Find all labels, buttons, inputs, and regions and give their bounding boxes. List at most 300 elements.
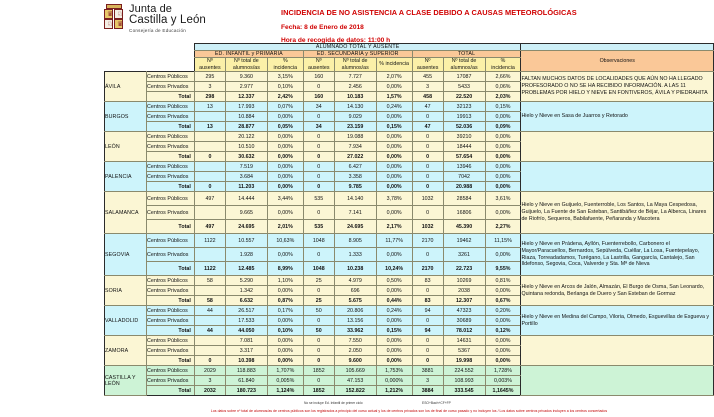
cell-secundaria-incidencia: 0,00% <box>376 346 412 356</box>
cell-secundaria-total: 23.159 <box>334 122 376 132</box>
cell-secundaria-incidencia: 2,17% <box>376 220 412 234</box>
cell-infantil-ausentes: 1122 <box>194 262 225 276</box>
cell-secundaria-incidencia: 0,24% <box>376 102 412 112</box>
cell-infantil-ausentes <box>194 132 225 142</box>
cell-infantil-total: 7.519 <box>225 162 267 172</box>
row-label-center-type: Centros Públicos <box>146 132 194 142</box>
observations-cell: Hielo y Nieve en Prádena, Ayllón, Fuenterrebollo, Carbonero el Mayor/Paracuellos, Bernardos, Sepúlveda, Cuéllar, La Losa, Fuentepelayo, Riaza, Torreadadamos, Turégano, La Lastrilla, Gangarcía, Cantalejo, San Ildefonso, Segovia, Coca, Valverde y Sta. Mª de Nieva <box>521 234 714 276</box>
observations-cell <box>521 162 714 192</box>
document-header <box>0 0 714 44</box>
cell-secundaria-total: 4.979 <box>334 276 376 286</box>
cell-infantil-incidencia: 8,99% <box>267 262 303 276</box>
cell-infantil-total: 28.877 <box>225 122 267 132</box>
cell-infantil-total: 180.723 <box>225 386 267 396</box>
cell-total-ausentes: 2170 <box>412 234 443 248</box>
coat-of-arms-shield-icon: ♛ ♘ ♘ ♛ <box>103 4 125 30</box>
cell-secundaria-incidencia: 11,77% <box>376 234 412 248</box>
cell-total-incidencia: 0,00% <box>485 132 521 142</box>
cell-total-incidencia: 0,003% <box>485 376 521 386</box>
cell-infantil-total: 61.840 <box>225 376 267 386</box>
cell-infantil-incidencia: 0,00% <box>267 248 303 262</box>
cell-secundaria-incidencia: 0,15% <box>376 326 412 336</box>
cell-secundaria-ausentes: 1852 <box>303 366 334 376</box>
row-label-total: Total <box>146 296 194 306</box>
cell-secundaria-ausentes: 0 <box>303 346 334 356</box>
cell-secundaria-incidencia: 0,24% <box>376 306 412 316</box>
cell-infantil-incidencia: 1,10% <box>267 276 303 286</box>
cell-total-ausentes: 0 <box>412 172 443 182</box>
table-row <box>105 132 714 142</box>
col-tot-total: Nº total de alumnos/as <box>443 58 485 72</box>
cell-total-ausentes: 83 <box>412 296 443 306</box>
cell-infantil-ausentes <box>194 172 225 182</box>
table-row <box>105 72 714 82</box>
cell-infantil-incidencia: 0,10% <box>267 326 303 336</box>
cell-total-incidencia: 2,03% <box>485 92 521 102</box>
cell-total-incidencia: 0,00% <box>485 112 521 122</box>
cell-infantil-total: 44.050 <box>225 326 267 336</box>
row-label-total: Total <box>146 220 194 234</box>
cell-infantil-incidencia: 2,42% <box>267 92 303 102</box>
row-label-total: Total <box>146 122 194 132</box>
cell-secundaria-total: 696 <box>334 286 376 296</box>
cell-infantil-incidencia: 0,00% <box>267 152 303 162</box>
cell-total-incidencia: 0,12% <box>485 326 521 336</box>
cell-total-incidencia: 0,00% <box>485 172 521 182</box>
cell-secundaria-total: 5.675 <box>334 296 376 306</box>
cell-infantil-total: 11.203 <box>225 182 267 192</box>
cell-secundaria-total: 33.962 <box>334 326 376 336</box>
cell-total-total: 5433 <box>443 82 485 92</box>
cell-infantil-ausentes: 1122 <box>194 234 225 248</box>
cell-infantil-total: 9.360 <box>225 72 267 82</box>
cell-total-incidencia: 11,15% <box>485 234 521 248</box>
cell-secundaria-ausentes: 0 <box>303 206 334 220</box>
cell-total-ausentes: 0 <box>412 336 443 346</box>
observations-cell: FALTAN MUCHOS DATOS DE LOCALIDADES QUE AÚN NO HA LLEGADO PROFESORADO O NO SE HA RECIBIDO INFORMACIÓN. A LAS 11 PROBLEMAS POR HIELO Y NIEVE EN FONTIVEROS, ÁVILA Y PIEDRAHITA <box>521 72 714 102</box>
cell-infantil-total: 26.517 <box>225 306 267 316</box>
band-spacer <box>521 44 714 51</box>
cell-secundaria-incidencia: 0,00% <box>376 142 412 152</box>
observations-cell: Hielo y Nieve en Medina del Campo, Viloria, Olmedo, Esguevillas de Esgueva y Portillo <box>521 306 714 336</box>
cell-infantil-ausentes: 2029 <box>194 366 225 376</box>
cell-infantil-total: 6.632 <box>225 296 267 306</box>
incidence-table <box>104 43 714 396</box>
cell-secundaria-ausentes: 0 <box>303 162 334 172</box>
cell-infantil-ausentes: 497 <box>194 220 225 234</box>
row-label-center-type: Centros Públicos <box>146 72 194 82</box>
cell-infantil-total: 2.977 <box>225 82 267 92</box>
cell-secundaria-ausentes: 50 <box>303 306 334 316</box>
row-label-center-type: Centros Privados <box>146 172 194 182</box>
cell-total-total: 52.036 <box>443 122 485 132</box>
cell-secundaria-ausentes: 25 <box>303 276 334 286</box>
group-secundaria: ED. SECUNDARIA y SUPERIOR <box>303 51 412 58</box>
cell-secundaria-ausentes: 0 <box>303 152 334 162</box>
cell-infantil-incidencia: 0,05% <box>267 122 303 132</box>
logo-line-2: Castilla y León <box>129 14 206 27</box>
cell-secundaria-incidencia: 0,00% <box>376 286 412 296</box>
cell-total-total: 22.520 <box>443 92 485 102</box>
row-label-center-type: Centros Privados <box>146 82 194 92</box>
cell-secundaria-total: 14.130 <box>334 102 376 112</box>
cell-infantil-incidencia: 0,00% <box>267 206 303 220</box>
cell-infantil-ausentes <box>194 112 225 122</box>
cell-secundaria-total: 2.050 <box>334 346 376 356</box>
cell-infantil-incidencia: 0,07% <box>267 102 303 112</box>
cell-infantil-total: 12.337 <box>225 92 267 102</box>
cell-total-incidencia: 0,00% <box>485 142 521 152</box>
cell-secundaria-incidencia: 0,15% <box>376 122 412 132</box>
cell-total-incidencia: 0,00% <box>485 152 521 162</box>
cell-infantil-total: 10.884 <box>225 112 267 122</box>
table-row <box>105 234 714 248</box>
cell-secundaria-ausentes: 0 <box>303 82 334 92</box>
cell-infantil-incidencia: 0,00% <box>267 356 303 366</box>
row-label-center-type: Centros Privados <box>146 286 194 296</box>
cell-total-incidencia: 0,81% <box>485 276 521 286</box>
group-infantil: ED. INFANTIL y PRIMARIA <box>194 51 303 58</box>
cell-secundaria-ausentes: 0 <box>303 172 334 182</box>
cell-total-total: 78.012 <box>443 326 485 336</box>
observations-cell: Hielo y Nieve en Arcos de Jalón, Almazán, El Burgo de Osma, San Leonardo, Quintana redonda, Berlanga de Duero y San Esteban de Gormaz <box>521 276 714 306</box>
cell-infantil-ausentes: 2032 <box>194 386 225 396</box>
cell-secundaria-ausentes: 535 <box>303 220 334 234</box>
cell-secundaria-ausentes: 0 <box>303 132 334 142</box>
cell-secundaria-incidencia: 1,753% <box>376 366 412 376</box>
cell-infantil-ausentes: 298 <box>194 92 225 102</box>
cell-infantil-incidencia: 0,10% <box>267 82 303 92</box>
col-inf-incidencia: % incidencia <box>267 58 303 72</box>
row-label-center-type: Centros Públicos <box>146 306 194 316</box>
cell-total-ausentes: 47 <box>412 102 443 112</box>
cell-total-incidencia: 0,67% <box>485 296 521 306</box>
table-row <box>105 102 714 112</box>
cell-total-total: 32123 <box>443 102 485 112</box>
row-label-total: Total <box>146 262 194 276</box>
col-sec-ausentes: Nº ausentes <box>303 58 334 72</box>
cell-secundaria-incidencia: 0,00% <box>376 206 412 220</box>
cell-infantil-incidencia: 0,00% <box>267 142 303 152</box>
cell-total-total: 47323 <box>443 306 485 316</box>
cell-secundaria-ausentes: 0 <box>303 356 334 366</box>
cell-total-ausentes: 83 <box>412 276 443 286</box>
logo-line-3: Consejería de Educación <box>129 27 187 33</box>
cell-secundaria-ausentes: 1048 <box>303 262 334 276</box>
table-row <box>105 306 714 316</box>
cell-infantil-ausentes <box>194 346 225 356</box>
cell-infantil-ausentes: 295 <box>194 72 225 82</box>
footer-note: Los datos sobre nº total de alumnos/as de centros públicos son los registrados a principio del curso actual y los de centros privados son los de final de curso pasado y no incluyen los / Los datos sobre centros privados incluyen a los centros concertados <box>210 409 608 413</box>
cell-secundaria-ausentes: 160 <box>303 92 334 102</box>
band-row <box>105 44 714 51</box>
cell-total-total: 19462 <box>443 234 485 248</box>
cell-secundaria-ausentes: 0 <box>303 248 334 262</box>
province-name: PALENCIA <box>105 162 147 192</box>
table-row <box>105 192 714 206</box>
cell-infantil-ausentes <box>194 316 225 326</box>
row-label-center-type: Centros Privados <box>146 142 194 152</box>
cell-total-incidencia: 0,06% <box>485 82 521 92</box>
cell-infantil-total: 1.342 <box>225 286 267 296</box>
cell-infantil-ausentes: 13 <box>194 122 225 132</box>
cell-total-ausentes: 94 <box>412 306 443 316</box>
cell-secundaria-total: 13.156 <box>334 316 376 326</box>
cell-infantil-ausentes: 0 <box>194 182 225 192</box>
cell-total-ausentes: 3 <box>412 376 443 386</box>
cell-total-incidencia: 1,1645% <box>485 386 521 396</box>
cell-total-incidencia: 0,00% <box>485 206 521 220</box>
cell-secundaria-total: 19.088 <box>334 132 376 142</box>
table-row <box>105 276 714 286</box>
cell-secundaria-total: 6.427 <box>334 162 376 172</box>
cell-secundaria-total: 20.806 <box>334 306 376 316</box>
province-name: SALAMANCA <box>105 192 147 234</box>
cell-secundaria-incidencia: 0,00% <box>376 336 412 346</box>
row-label-center-type: Centros Privados <box>146 376 194 386</box>
cell-secundaria-total: 7.141 <box>334 206 376 220</box>
cell-secundaria-incidencia: 3,78% <box>376 192 412 206</box>
cell-infantil-total: 10.398 <box>225 356 267 366</box>
group-header-row <box>105 51 714 58</box>
cell-secundaria-total: 24.695 <box>334 220 376 234</box>
cell-total-incidencia: 3,61% <box>485 192 521 206</box>
cell-total-total: 19.998 <box>443 356 485 366</box>
cell-infantil-total: 1.928 <box>225 248 267 262</box>
row-label-total: Total <box>146 152 194 162</box>
cell-secundaria-incidencia: 0,00% <box>376 172 412 182</box>
cell-secundaria-total: 152.822 <box>334 386 376 396</box>
cell-total-ausentes: 0 <box>412 206 443 220</box>
cell-total-total: 17087 <box>443 72 485 82</box>
cell-infantil-total: 20.122 <box>225 132 267 142</box>
collection-time: Hora de recogida de datos: 11:00 h <box>281 37 391 44</box>
cell-secundaria-total: 10.183 <box>334 92 376 102</box>
cell-infantil-total: 7.081 <box>225 336 267 346</box>
cell-total-ausentes: 0 <box>412 112 443 122</box>
cell-infantil-ausentes <box>194 142 225 152</box>
province-name: VALLADOLID <box>105 306 147 336</box>
cell-secundaria-total: 7.727 <box>334 72 376 82</box>
cell-secundaria-incidencia: 1,57% <box>376 92 412 102</box>
cell-infantil-total: 10.510 <box>225 142 267 152</box>
cell-infantil-total: 30.632 <box>225 152 267 162</box>
cell-secundaria-incidencia: 0,00% <box>376 132 412 142</box>
group-total: TOTAL <box>412 51 521 58</box>
report-date: Fecha: 8 de Enero de 2018 <box>281 23 364 31</box>
cell-total-incidencia: 0,00% <box>485 356 521 366</box>
cell-secundaria-incidencia: 0,00% <box>376 316 412 326</box>
cell-total-total: 20.988 <box>443 182 485 192</box>
cell-infantil-ausentes: 0 <box>194 152 225 162</box>
cell-total-total: 2038 <box>443 286 485 296</box>
cell-infantil-incidencia: 0,00% <box>267 182 303 192</box>
cell-total-incidencia: 9,55% <box>485 262 521 276</box>
cell-total-incidencia: 0,00% <box>485 182 521 192</box>
cell-total-total: 14631 <box>443 336 485 346</box>
cell-total-total: 13946 <box>443 162 485 172</box>
cell-secundaria-incidencia: 10,24% <box>376 262 412 276</box>
cell-total-ausentes: 2170 <box>412 262 443 276</box>
row-label-center-type: Centros Privados <box>146 112 194 122</box>
cell-infantil-incidencia: 0,00% <box>267 346 303 356</box>
cell-infantil-total: 3.684 <box>225 172 267 182</box>
note-eso: ESO+Bach+CF+FP <box>422 401 451 405</box>
row-label-center-type: Centros Públicos <box>146 276 194 286</box>
cell-total-total: 333.545 <box>443 386 485 396</box>
observations-header: Observaciones <box>521 51 714 72</box>
row-label-center-type: Centros Públicos <box>146 102 194 112</box>
cell-infantil-total: 5.290 <box>225 276 267 286</box>
row-label-center-type: Centros Privados <box>146 206 194 220</box>
row-label-center-type: Centros Públicos <box>146 192 194 206</box>
cell-total-incidencia: 0,00% <box>485 286 521 296</box>
cell-secundaria-incidencia: 0,00% <box>376 162 412 172</box>
cell-infantil-total: 12.485 <box>225 262 267 276</box>
province-name: LEÓN <box>105 132 147 162</box>
row-label-total: Total <box>146 326 194 336</box>
cell-total-ausentes: 455 <box>412 72 443 82</box>
cell-infantil-ausentes <box>194 336 225 346</box>
cell-total-ausentes: 3 <box>412 82 443 92</box>
cell-infantil-incidencia: 10,63% <box>267 234 303 248</box>
junta-logo <box>103 4 206 34</box>
cell-secundaria-ausentes: 50 <box>303 326 334 336</box>
cell-total-ausentes: 3881 <box>412 366 443 376</box>
province-name: SEGOVIA <box>105 234 147 276</box>
table-row <box>105 366 714 376</box>
cell-secundaria-incidencia: 0,00% <box>376 112 412 122</box>
col-tot-incidencia: % incidencia <box>485 58 521 72</box>
cell-infantil-incidencia: 0,00% <box>267 286 303 296</box>
row-label-center-type: Centros Privados <box>146 248 194 262</box>
cell-infantil-ausentes: 3 <box>194 376 225 386</box>
cell-total-total: 224.552 <box>443 366 485 376</box>
cell-total-total: 18444 <box>443 142 485 152</box>
cell-secundaria-ausentes: 25 <box>303 296 334 306</box>
cell-total-incidencia: 0,09% <box>485 122 521 132</box>
cell-total-total: 12.307 <box>443 296 485 306</box>
cell-infantil-total: 24.695 <box>225 220 267 234</box>
note-infantil: No se incluye Ed. Infantil de primer ciclo <box>304 401 363 405</box>
cell-infantil-incidencia: 0,00% <box>267 112 303 122</box>
cell-total-incidencia: 2,27% <box>485 220 521 234</box>
cell-total-total: 108.993 <box>443 376 485 386</box>
col-inf-total: Nº total de alumnos/as <box>225 58 267 72</box>
row-label-total: Total <box>146 386 194 396</box>
band-title: ALUMNADO TOTAL Y AUSENTE <box>194 44 521 51</box>
cell-total-total: 39210 <box>443 132 485 142</box>
cell-secundaria-ausentes: 0 <box>303 336 334 346</box>
cell-secundaria-incidencia: 2,07% <box>376 72 412 82</box>
province-name: ÁVILA <box>105 72 147 102</box>
cell-secundaria-total: 8.905 <box>334 234 376 248</box>
row-label-center-type: Centros Públicos <box>146 234 194 248</box>
cell-infantil-ausentes <box>194 162 225 172</box>
cell-secundaria-incidencia: 0,00% <box>376 182 412 192</box>
cell-secundaria-incidencia: 0,50% <box>376 276 412 286</box>
cell-infantil-incidencia: 0,17% <box>267 306 303 316</box>
cell-secundaria-incidencia: 0,00% <box>376 82 412 92</box>
cell-infantil-incidencia: 1,124% <box>267 386 303 396</box>
cell-total-total: 57.654 <box>443 152 485 162</box>
cell-total-incidencia: 0,00% <box>485 248 521 262</box>
cell-total-incidencia: 0,00% <box>485 346 521 356</box>
cell-infantil-incidencia: 0,00% <box>267 162 303 172</box>
cell-infantil-incidencia: 0,00% <box>267 132 303 142</box>
cell-total-incidencia: 0,15% <box>485 102 521 112</box>
cell-total-ausentes: 94 <box>412 326 443 336</box>
cell-secundaria-incidencia: 0,44% <box>376 296 412 306</box>
cell-total-ausentes: 47 <box>412 122 443 132</box>
row-label-total: Total <box>146 182 194 192</box>
cell-secundaria-total: 3.358 <box>334 172 376 182</box>
cell-secundaria-total: 14.140 <box>334 192 376 206</box>
cell-infantil-total: 3.317 <box>225 346 267 356</box>
row-label-center-type: Centros Privados <box>146 316 194 326</box>
cell-total-total: 5367 <box>443 346 485 356</box>
cell-secundaria-ausentes: 0 <box>303 112 334 122</box>
row-label-total: Total <box>146 356 194 366</box>
cell-total-ausentes: 458 <box>412 92 443 102</box>
cell-infantil-incidencia: 0,00% <box>267 336 303 346</box>
cell-total-incidencia: 0,00% <box>485 316 521 326</box>
cell-infantil-incidencia: 0,87% <box>267 296 303 306</box>
cell-secundaria-total: 9.029 <box>334 112 376 122</box>
cell-total-total: 7042 <box>443 172 485 182</box>
cell-total-total: 30689 <box>443 316 485 326</box>
cell-infantil-total: 17.533 <box>225 316 267 326</box>
cell-total-total: 19913 <box>443 112 485 122</box>
cell-secundaria-total: 10.238 <box>334 262 376 276</box>
cell-total-incidencia: 1,728% <box>485 366 521 376</box>
cell-total-ausentes: 0 <box>412 182 443 192</box>
cell-infantil-total: 10.557 <box>225 234 267 248</box>
page-title: INCIDENCIA DE NO ASISTENCIA A CLASE DEBIDO A CAUSAS METEOROLÓGICAS <box>281 8 577 17</box>
cell-infantil-ausentes: 0 <box>194 356 225 366</box>
observations-cell: Hielo y Nieve en Guijuelo, Fuenterroble, Los Santos, La Maya Cespedosa, Guijuelo, La Fuente de San Esteban, Santibáñez de Béjar, La Alberca, Linares de Riofrío, Sequeros, Babilafuente, Peñaranda y Macotera <box>521 192 714 234</box>
cell-infantil-ausentes: 44 <box>194 306 225 316</box>
cell-infantil-ausentes: 13 <box>194 102 225 112</box>
cell-infantil-total: 118.883 <box>225 366 267 376</box>
cell-infantil-total: 14.444 <box>225 192 267 206</box>
cell-infantil-ausentes: 44 <box>194 326 225 336</box>
cell-total-ausentes: 0 <box>412 132 443 142</box>
cell-infantil-ausentes <box>194 206 225 220</box>
cell-secundaria-incidencia: 0,00% <box>376 248 412 262</box>
cell-total-ausentes: 0 <box>412 152 443 162</box>
cell-secundaria-ausentes: 34 <box>303 102 334 112</box>
province-name: BURGOS <box>105 102 147 132</box>
cell-total-incidencia: 0,00% <box>485 336 521 346</box>
cell-secundaria-ausentes: 1048 <box>303 234 334 248</box>
col-sec-total: Nº total de alumnos/as <box>334 58 376 72</box>
cell-secundaria-incidencia: 0,000% <box>376 376 412 386</box>
cell-total-ausentes: 0 <box>412 162 443 172</box>
cell-secundaria-total: 9.785 <box>334 182 376 192</box>
table-body <box>105 72 714 396</box>
header-titles <box>281 8 577 44</box>
observations-cell <box>521 366 714 396</box>
cell-secundaria-total: 105.669 <box>334 366 376 376</box>
cell-infantil-total: 9.665 <box>225 206 267 220</box>
cell-secundaria-total: 47.153 <box>334 376 376 386</box>
cell-secundaria-ausentes: 0 <box>303 142 334 152</box>
cell-total-incidencia: 2,66% <box>485 72 521 82</box>
cell-infantil-total: 17.993 <box>225 102 267 112</box>
cell-secundaria-total: 7.934 <box>334 142 376 152</box>
cell-infantil-ausentes <box>194 248 225 262</box>
